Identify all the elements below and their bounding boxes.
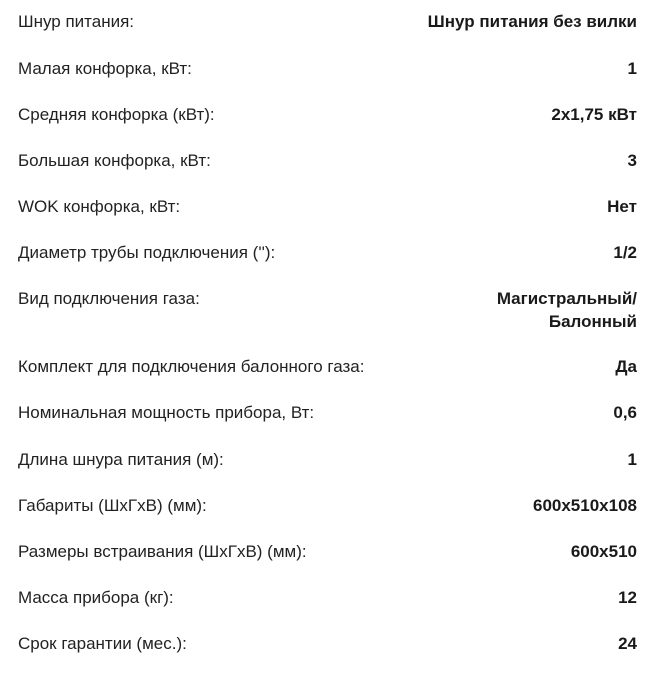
spec-row-wok-burner [18,195,637,218]
spec-row-weight [18,586,637,609]
spec-value-line: Балонный [548,312,637,331]
spec-value: Шнур питания без вилки [427,12,637,31]
spec-value: 1 [627,450,637,469]
spec-label: Габариты (ШхГхВ) (мм): [18,496,207,515]
spec-row-built-in-dimensions [18,540,637,563]
spec-label: Длина шнура питания (м): [18,450,224,469]
spec-row-pipe-diameter [18,241,637,264]
spec-label: Шнур питания: [18,12,135,31]
spec-label: Большая конфорка, кВт: [18,151,211,170]
spec-row-cord-length [18,448,637,471]
spec-value: 24 [618,634,637,653]
spec-label: Комплект для подключения балонного газа: [18,357,365,376]
spec-label: Вид подключения газа: [18,289,200,308]
spec-value-line: Магистральный/ [496,289,637,308]
spec-value: Нет [607,197,637,216]
spec-label: Масса прибора (кг): [18,588,174,607]
spec-row-large-burner [18,149,637,172]
spec-row-rated-power [18,401,637,424]
spec-value: 600x510x108 [532,496,637,515]
spec-value: 3 [627,151,637,170]
spec-label: Номинальная мощность прибора, Вт: [18,403,315,422]
spec-value: 12 [618,588,637,607]
spec-value [497,287,637,333]
spec-label: Средняя конфорка (кВт): [18,105,215,124]
spec-label: Малая конфорка, кВт: [18,59,192,78]
spec-label: Размеры встраивания (ШхГхВ) (мм): [18,542,307,561]
spec-value: 0,6 [613,403,637,422]
spec-row-bottled-gas-kit [18,355,637,378]
spec-label: WOK конфорка, кВт: [18,197,181,216]
spec-value: 2x1,75 кВт [551,105,637,124]
spec-row-warranty [18,632,637,655]
spec-value: 1 [627,59,637,78]
spec-row-medium-burner [18,103,637,126]
spec-row-dimensions [18,494,637,517]
spec-label: Диаметр трубы подключения (''): [18,243,276,262]
spec-row-small-burner [18,57,637,80]
spec-label: Срок гарантии (мес.): [18,634,187,653]
spec-value: 1/2 [613,243,637,262]
spec-value: Да [615,357,637,376]
spec-row-power-cord [18,10,637,33]
spec-row-gas-connection [18,287,637,333]
spec-value: 600x510 [570,542,637,561]
